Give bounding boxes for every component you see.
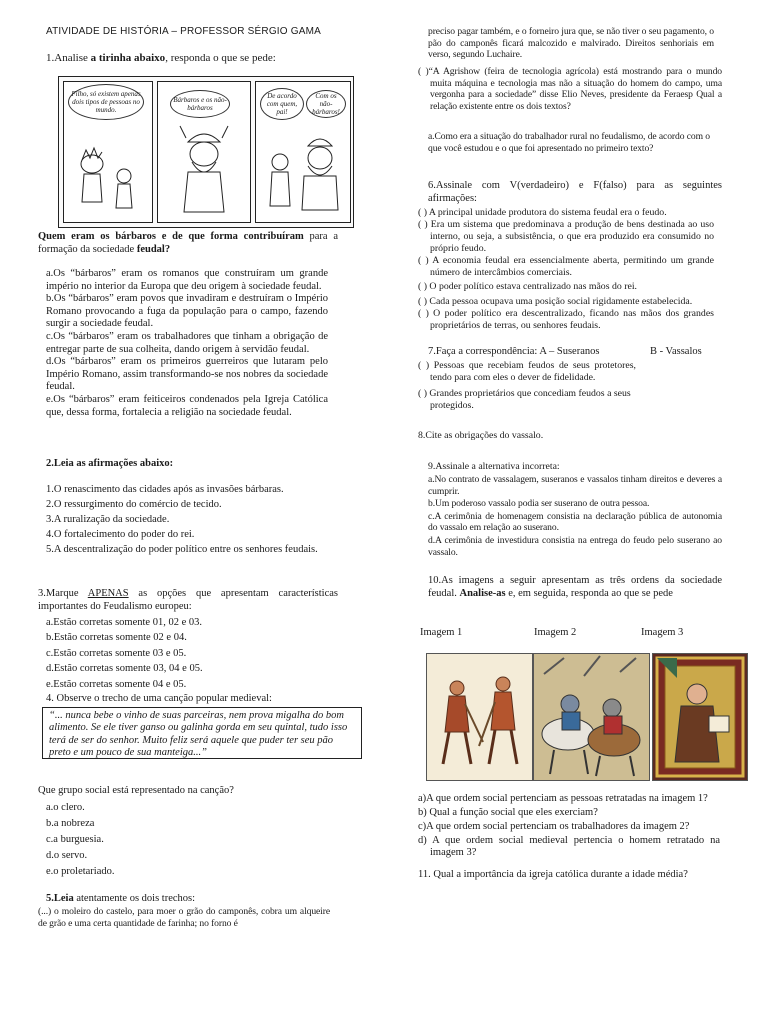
question-5-text-1-cont: preciso pagar também, e o forneiro jura que, se não tiver o seu pagamento, o pão do camponês ficará malcozido e malvirado. Direitos senhoriais em verso, segundo Luchaire. bbox=[428, 26, 714, 61]
question-2-prompt: 2.Leia as afirmações abaixo: bbox=[46, 458, 174, 469]
q3-prompt-underline: APENAS bbox=[87, 588, 129, 599]
peasants-illustration-icon bbox=[427, 654, 532, 780]
question-4-prompt: 4. Observe o trecho de uma canção popular medieval: bbox=[46, 693, 272, 704]
q5-prompt-bold: 5.Leia bbox=[46, 893, 74, 904]
comic-panel-3 bbox=[255, 81, 351, 223]
option-b: b.Os “bárbaros” eram povos que invadiram e destruíram o Império Romano provocando a fuga da população para o campo, fazendo surgir a sociedade feudal. bbox=[46, 293, 328, 330]
question-5-text-2: ( )“A Agrishow (feira de tecnologia agrícola) está mostrando para o mundo muita máquina e tecnologia mas não a situação do homem do campo, uma vergonha para a sociedade” disse Elio Neves, presidente da Feraesp Qual a relação existente entre os dois textos? bbox=[418, 66, 722, 112]
q3-prompt-pre: 3.Marque bbox=[38, 588, 88, 599]
list-item: 4.O fortalecimento do poder do rei. bbox=[46, 529, 195, 541]
question-6-list bbox=[418, 207, 714, 332]
q1-question-bold2: feudal? bbox=[136, 243, 171, 255]
option-b: b.Estão corretas somente 02 e 04. bbox=[46, 632, 187, 644]
q5-prompt-post: atentamente os dois trechos: bbox=[73, 893, 196, 904]
question-4-options bbox=[46, 802, 115, 879]
option-d: d.Estão corretas somente 03, 04 e 05. bbox=[46, 663, 203, 675]
option-a: a.No contrato de vassalagem, suseranos e vassalos tinham direitos e deveres a cumprir. bbox=[428, 474, 722, 497]
question-9-prompt: 9.Assinale a alternativa incorreta: bbox=[428, 461, 560, 472]
speech-bubble: Com os não-bárbaros! bbox=[306, 90, 346, 118]
question-11-prompt: 11. Qual a importância da igreja católica durante a idade média? bbox=[418, 869, 688, 880]
q1-question-bold: Quem eram os bárbaros e de que forma contribuíram bbox=[38, 231, 304, 242]
option-c: c.Estão corretas somente 03 e 05. bbox=[46, 647, 187, 659]
question-5-text-1: (...) o moleiro do castelo, para moer o grão do camponês, cobra um alqueire de grão e uma certa quantidade de farinha; no forno é bbox=[38, 906, 330, 929]
list-item: ( ) O poder político estava centralizado nas mãos do rei. bbox=[418, 281, 637, 292]
question-5-prompt bbox=[46, 893, 195, 906]
q1-question-post: para a formação da sociedade bbox=[38, 231, 338, 255]
speech-bubble: De acordo com quem, pai! bbox=[260, 88, 304, 120]
question-7-prompt: 7.Faça a correspondência: A – Suseranos bbox=[428, 346, 600, 357]
song-quote-box: “... nunca bebe o vinho de suas parceiras, nem prova migalha do bom alimento. Se ele tiver ganso ou galinha gorda em seu quintal, tudo isso terá de ser do senhor. Muito feliz será aquele que puder ter seu pão preto e um pouco de sua manteiga...” bbox=[42, 707, 362, 759]
option-a: a.Estão corretas somente 01, 02 e 03. bbox=[46, 617, 202, 628]
image-label-3: Imagem 3 bbox=[641, 627, 684, 638]
q10-prompt-post: e, em seguida, responda ao que se pede bbox=[505, 587, 673, 599]
question-9-options bbox=[428, 474, 722, 558]
list-item: a)A que ordem social pertenciam as pessoas retratadas na imagem 1? bbox=[418, 793, 708, 804]
question-8-prompt: 8.Cite as obrigações do vassalo. bbox=[418, 430, 544, 441]
knights-illustration-icon bbox=[534, 654, 649, 780]
q10-prompt-pre: 10.As imagens a seguir apresentam as três ordens da sociedade feudal. bbox=[428, 575, 722, 599]
comic-panel-2 bbox=[157, 81, 251, 223]
list-item: b) Qual a função social que eles exerciam? bbox=[418, 806, 598, 818]
list-item: 3.A ruralização da sociedade. bbox=[46, 514, 170, 526]
comic-strip bbox=[58, 76, 354, 228]
option-a: a.o clero. bbox=[46, 802, 85, 813]
option-e: e.o proletariado. bbox=[46, 866, 115, 878]
q1-prompt-post: , responda o que se pede: bbox=[165, 52, 276, 64]
option-d: d.A cerimônia de investidura consistia na entrega do feudo pelo suserano ao vassalo. bbox=[428, 534, 722, 558]
question-6-prompt: 6.Assinale com V(verdadeiro) e F(falso) para as seguintes afirmações: bbox=[428, 180, 722, 204]
option-d: d.Os “bárbaros” eram os primeiros guerreiros que lutaram pelo Império Romano, assim transformando-se nos nobres da sociedade feudal. bbox=[46, 356, 328, 393]
comic-panel-1 bbox=[63, 81, 153, 223]
list-item: 1.O renascimento das cidades após as invasões bárbaras. bbox=[46, 484, 284, 495]
question-7-list bbox=[418, 360, 636, 412]
monk-illustration-icon bbox=[653, 654, 747, 780]
list-item: c)A que ordem social pertenciam os trabalhadores da imagem 2? bbox=[418, 821, 690, 833]
question-1-options bbox=[46, 268, 328, 419]
list-item: 2.O ressurgimento do comércio de tecido. bbox=[46, 499, 222, 511]
list-item: ( ) A economia feudal era essencialmente aberta, permitindo um grande número de intercâmbios comerciais. bbox=[418, 255, 714, 278]
list-item: ( ) Grandes proprietários que concediam feudos a seus protegidos. bbox=[418, 388, 631, 411]
list-item: ( ) Cada pessoa ocupava uma posição social rigidamente estabelecida. bbox=[418, 296, 693, 307]
list-item: ( ) Pessoas que recebiam feudos de seus protetores, tendo para com eles o dever de fidelidade. bbox=[418, 360, 636, 383]
q10-prompt-bold: Analise-as bbox=[459, 587, 506, 599]
q3-prompt-post: as opções que apresentam características importantes do Feudalismo europeu: bbox=[38, 588, 338, 612]
question-3-options bbox=[46, 617, 336, 691]
question-4-text: Que grupo social está representado na canção? bbox=[38, 785, 234, 796]
q1-prompt-bold: a tirinha abaixo bbox=[90, 52, 166, 64]
option-a: a.Os “bárbaros” eram os romanos que construíram um grande império no interior da Europa que deu origem à sociedade feudal. bbox=[46, 268, 328, 292]
question-3-prompt bbox=[38, 588, 338, 613]
q1-prompt-pre: 1.Analise bbox=[46, 52, 91, 64]
image-3-monk bbox=[652, 653, 748, 781]
option-d: d.o servo. bbox=[46, 850, 88, 862]
option-b: b.Um poderoso vassalo podia ser suserano de outra pessoa. bbox=[428, 498, 650, 510]
question-1-prompt bbox=[46, 52, 276, 64]
question-7-prompt-b: B - Vassalos bbox=[650, 346, 702, 357]
image-label-1: Imagem 1 bbox=[420, 627, 463, 638]
image-1-peasants bbox=[426, 653, 533, 781]
list-item: 5.A descentralização do poder político entre os senhores feudais. bbox=[46, 544, 318, 556]
question-1-text bbox=[38, 231, 338, 256]
image-label-2: Imagem 2 bbox=[534, 627, 577, 638]
speech-bubble: Bárbaros e os não-bárbaros bbox=[170, 90, 230, 118]
question-2-list bbox=[46, 484, 336, 557]
image-2-knights bbox=[533, 653, 650, 781]
list-item: ( ) Era um sistema que predominava a produção de bens destinada ao uso interno, ou seja, a subsistência, o que era produzido era consumido no próprio feudo. bbox=[418, 219, 714, 254]
option-c: c.Os “bárbaros” eram os trabalhadores que tinham a obrigação de entregar parte de sua colheita, dando origem à servidão feudal. bbox=[46, 330, 328, 355]
list-item: ( ) A principal unidade produtora do sistema feudal era o feudo. bbox=[418, 207, 667, 218]
option-c: c.A cerimônia de homenagem consistia na declaração pública de autonomia do vassalo em relação ao suserano. bbox=[428, 510, 722, 534]
option-b: b.a nobreza bbox=[46, 818, 95, 830]
question-10-questions bbox=[418, 793, 720, 860]
page-title: ATIVIDADE DE HISTÓRIA – PROFESSOR SÉRGIO GAMA bbox=[46, 26, 321, 37]
list-item: d) A que ordem social medieval pertencia o homem retratado na imagem 3? bbox=[418, 834, 720, 859]
speech-bubble: Filho, só existem apenas dois tipos de pessoas no mundo. bbox=[68, 84, 144, 120]
question-5-question: a.Como era a situação do trabalhador rural no feudalismo, de acordo com o que você estudou e o que foi apresentado no primeiro texto? bbox=[428, 131, 710, 154]
option-c: c.a burguesia. bbox=[46, 834, 104, 846]
option-e: e.Os “bárbaros” eram feiticeiros condenados pela Igreja Católica que, dessa forma, fortalecia a religião na sociedade feudal. bbox=[46, 393, 328, 418]
option-e: e.Estão corretas somente 04 e 05. bbox=[46, 678, 187, 690]
question-10-prompt bbox=[428, 575, 722, 600]
list-item: ( ) O poder político era descentralizado, ficando nas mãos dos grandes proprietários de terras, ou senhores feudais. bbox=[418, 308, 714, 331]
